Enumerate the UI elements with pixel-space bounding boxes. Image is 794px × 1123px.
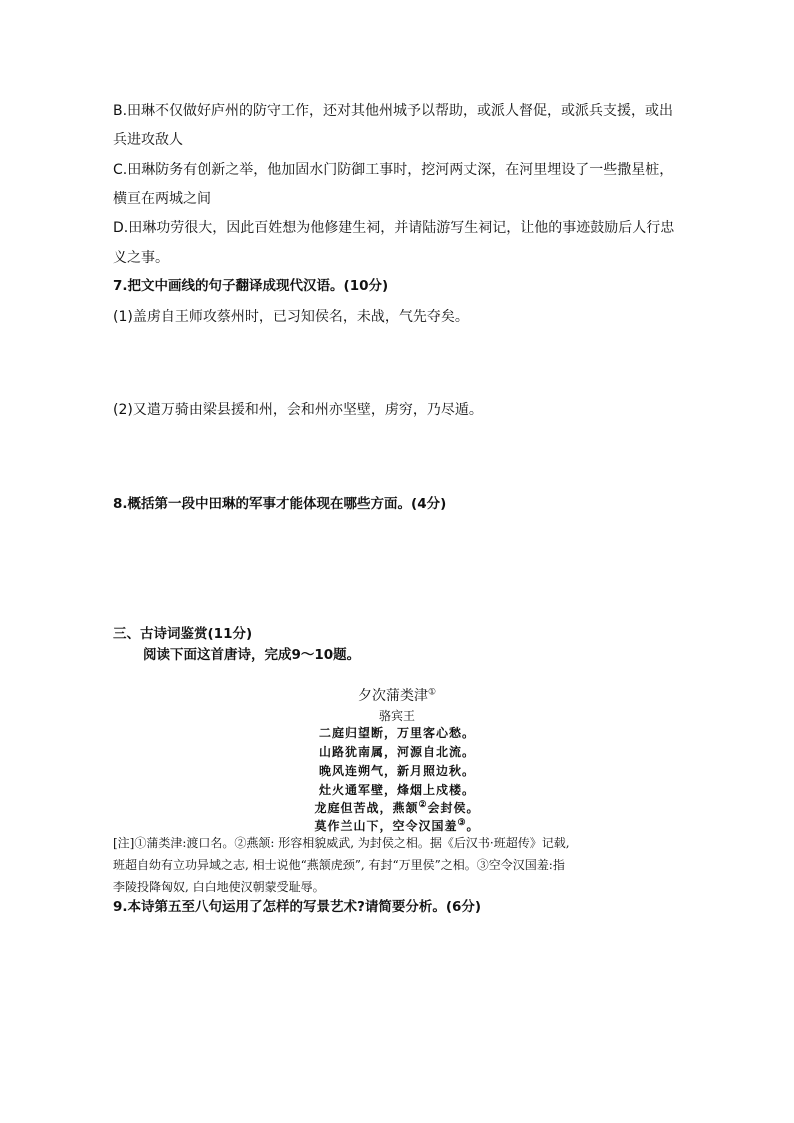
poem-line-5-a: 龙庭但苦战，燕颔 [314, 801, 419, 815]
poem-title [0, 685, 794, 705]
option-b-line2: 兵进攻敌人 [113, 132, 183, 148]
poem-title-text: 夕次蒲类津 [357, 688, 428, 704]
poem-line-4: 灶火通军壁，烽烟上戍楼。 [318, 783, 475, 797]
poem-title-note-mark: ① [427, 687, 437, 698]
poem-note-line-3: 李陵投降匈奴, 白白地使汉朝蒙受耻辱。 [113, 880, 325, 894]
poem-line-6-a: 莫作兰山下，空令汉国羞 [314, 819, 458, 833]
question-8-title: 8.概括第一段中田琳的军事才能体现在哪些方面。(4分) [113, 496, 447, 512]
section-3-intro: 阅读下面这首唐诗，完成9～10题。 [143, 647, 361, 663]
question-7-sentence-1: (1)盖虏自王师攻蔡州时，已习知侯名，未战，气先夺矣。 [113, 309, 469, 325]
poem-line-5-note-mark: ② [418, 800, 428, 810]
poem-note-line-2: 班超自幼有立功异域之志, 相士说他“燕颔虎颈”, 有封“万里侯”之相。③空令汉国羞:指 [113, 858, 565, 872]
poem-line-5 [0, 799, 794, 816]
poem-line-6-b: 。 [466, 819, 480, 833]
option-c-line2: 横亘在两城之间 [113, 191, 211, 207]
question-7-title: 7.把文中画线的句子翻译成现代汉语。(10分) [113, 278, 389, 294]
question-7-sentence-2: (2)又遣万骑由梁县援和州，会和州亦坚壁，虏穷，乃尽遁。 [113, 402, 483, 418]
poem-line-1: 二庭归望断，万里客心愁。 [318, 726, 475, 740]
poem-note [113, 832, 693, 898]
poem-author: 骆宾王 [378, 709, 415, 723]
option-d-line1: D.田琳功劳很大，因此百姓想为他修建生祠，并请陆游写生祠记，让他的事迹鼓励后人行忠 [113, 220, 675, 236]
poem-line-2: 山路犹南属，河源自北流。 [318, 745, 475, 759]
section-3-title: 三、古诗词鉴赏(11分) [113, 626, 253, 642]
poem-line-6-note-mark: ③ [457, 818, 467, 828]
poem-line-5-b: 会封侯。 [427, 801, 480, 815]
question-9-title: 9.本诗第五至八句运用了怎样的写景艺术?请简要分析。(6分) [113, 899, 482, 915]
option-b-line1: B.田琳不仅做好庐州的防守工作，还对其他州城予以帮助，或派人督促，或派兵支援，或出 [113, 103, 674, 119]
option-c-line1: C.田琳防务有创新之举，他加固水门防御工事时，挖河两丈深，在河里埋设了一些撒星桩， [113, 162, 674, 178]
poem-line-3: 晚风连朔气，新月照边秋。 [318, 764, 475, 778]
option-d-line2: 义之事。 [113, 250, 169, 266]
poem-note-line-1: [注]①蒲类津:渡口名。②燕颔: 形容相貌威武, 为封侯之相。据《后汉书·班超传》记载, [113, 836, 570, 850]
